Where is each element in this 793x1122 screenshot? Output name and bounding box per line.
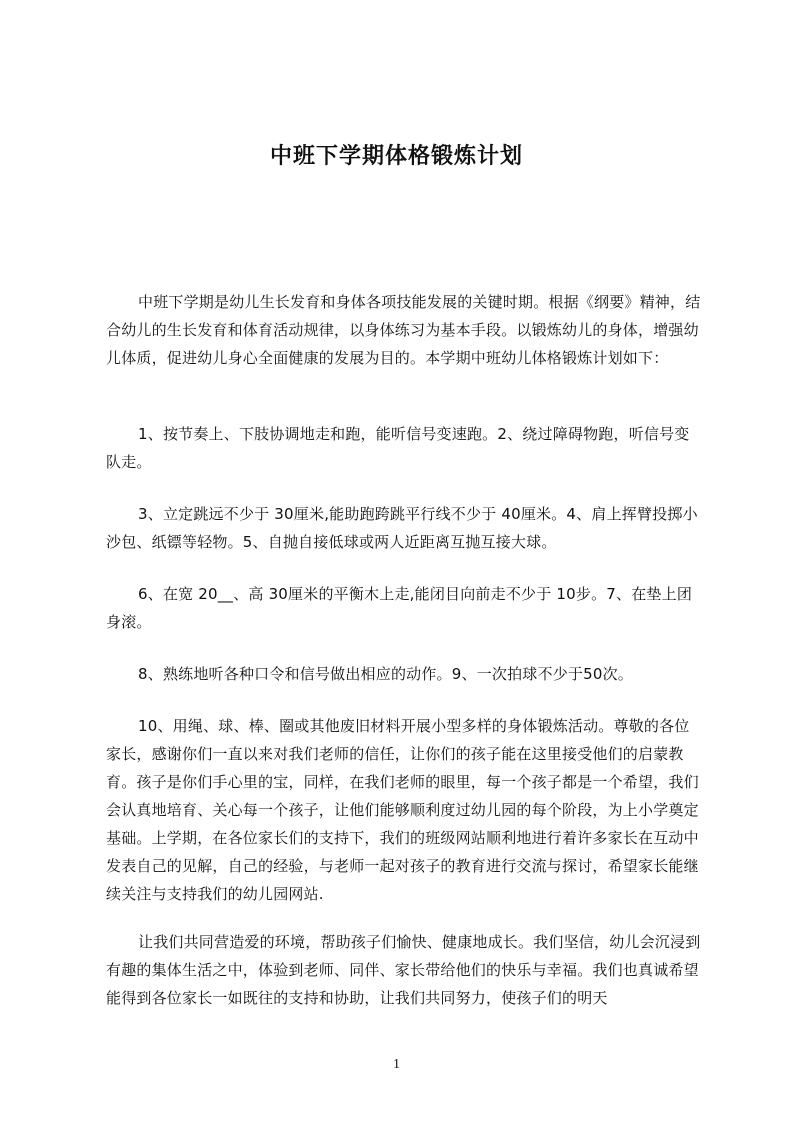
paragraph-item-1-2: 1、按节奏上、下肢协调地走和跑，能听信号变速跑。2、绕过障碍物跑，听信号变队走。	[106, 425, 690, 471]
paragraph-item-6-7: 6、在宽 20__、高 30厘米的平衡木上走,能闭目向前走不少于 10步。7、在垫上团身滚。	[106, 585, 693, 631]
document-title: 中班下学期体格锻炼计划	[269, 144, 523, 169]
page-number: 1	[393, 1057, 400, 1072]
paragraph-item-3-5: 3、立定跳远不少于 30厘米,能助跑跨跳平行线不少于 40厘米。4、肩上挥臂投掷小沙包、纸镖等轻物。5、自抛自接低球或两人近距离互抛互接大球。	[106, 505, 698, 551]
paragraph-item-10-and-parent-letter: 10、用绳、球、棒、圈或其他废旧材料开展小型多样的身体锻炼活动。尊敬的各位家长，感谢你们一直以来对我们老师的信任，让你们的孩子能在这里接受他们的启蒙教育。孩子是你们手心里的宝，同样，在我们老师的眼里，每一个孩子都是一个希望，我们会认真地培育、关心每一个孩子，让他们能够顺利度过幼儿园的每个阶段，为上小学奠定基础。上学期，在各位家长们的支持下，我们的班级网站顺利地进行着许多家长在互动中发表自己的见解，自己的经验，与老师一起对孩子的教育进行交流与探讨，希望家长能继续关注与支持我们的幼儿园网站.	[106, 717, 699, 903]
paragraph-closing: 让我们共同营造爱的环境，帮助孩子们愉快、健康地成长。我们坚信，幼儿会沉浸到有趣的集体生活之中，体验到老师、同伴、家长带给他们的快乐与幸福。我们也真诚希望能得到各位家长一如既往的支持和协助，让我们共同努力，使孩子们的明天	[106, 933, 701, 1007]
paragraph-item-8-9: 8、熟练地听各种口令和信号做出相应的动作。9、一次拍球不少于50次。	[138, 665, 633, 683]
paragraph-intro: 中班下学期是幼儿生长发育和身体各项技能发展的关键时期。根据《纲要》精神，结合幼儿的生长发育和体育活动规律，以身体练习为基本手段。以锻炼幼儿的身体，增强幼儿体质，促进幼儿身心全面健康的发展为目的。本学期中班幼儿体格锻炼计划如下：	[106, 293, 701, 367]
